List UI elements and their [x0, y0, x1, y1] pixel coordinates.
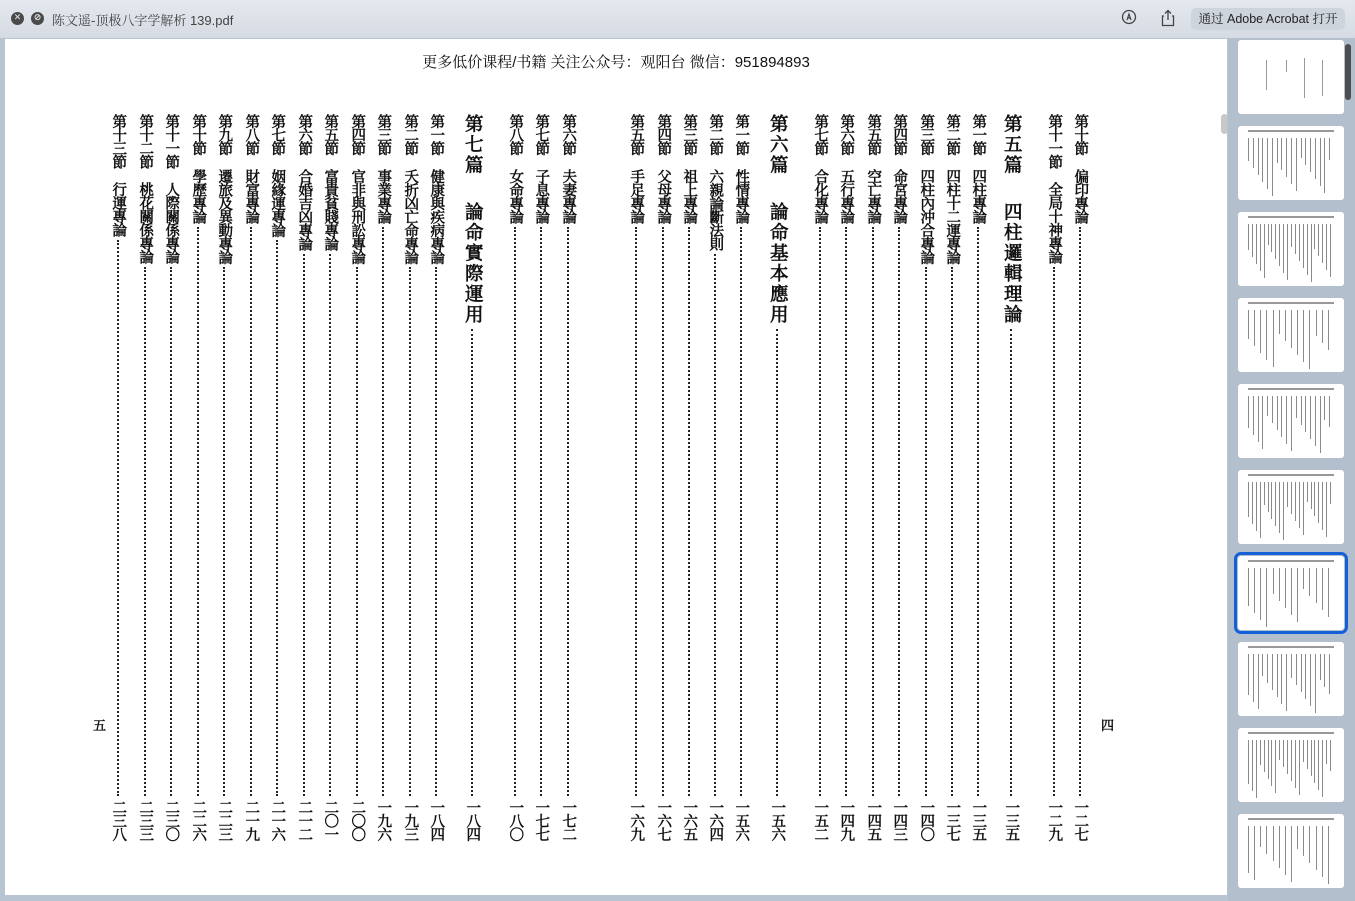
toc-section-title: 六親論斷法則 [707, 168, 725, 250]
toc-leader-dots [925, 267, 927, 796]
toc-leader-dots [144, 267, 146, 796]
page-thumbnail[interactable] [1238, 556, 1344, 630]
toc-section-title: 合婚吉凶專論 [296, 168, 314, 250]
toc-section-title: 四柱專論 [970, 168, 988, 223]
open-in-acrobat-button[interactable]: 通过 Adobe Acrobat 打开 [1191, 8, 1345, 30]
toc-page-number: 二三三 [137, 799, 155, 840]
toc-leader-dots [688, 227, 690, 796]
toc-entry [706, 114, 724, 840]
toc-page-number: 一六四 [707, 799, 725, 840]
toc-section-number: 第七篇 [462, 114, 484, 176]
right-page-number: 四 [1101, 719, 1115, 734]
toc-entry [321, 114, 339, 840]
toc-leader-dots [276, 240, 278, 796]
toc-section-title: 父母專論 [655, 168, 673, 223]
toc-page-number: 二三〇 [163, 799, 181, 840]
toc-page-number: 一七二 [560, 799, 578, 840]
toc-chapter-entry [767, 114, 787, 840]
close-icon[interactable]: ✕ [11, 12, 24, 25]
toc-section-number: 第四節 [891, 114, 909, 155]
toc-section-title: 姻緣運專論 [269, 168, 287, 236]
toc-section-number: 第一節 [733, 114, 751, 155]
toc-entry [136, 114, 154, 840]
toc-section-title: 四柱內沖合專論 [918, 168, 936, 263]
toc-leader-dots [1010, 329, 1012, 796]
toc-leader-dots [435, 267, 437, 796]
toc-section-title: 學歷專論 [190, 168, 208, 223]
toc-section-number: 第三節 [681, 114, 699, 155]
toc-leader-dots [382, 227, 384, 796]
toc-section-number: 第七節 [533, 114, 551, 155]
toc-section-number: 第七節 [812, 114, 830, 155]
toc-section-number: 第一節 [970, 114, 988, 155]
toc-leader-dots [714, 254, 716, 796]
toc-section-number: 第九節 [216, 114, 234, 155]
toc-section-number: 第六節 [838, 114, 856, 155]
toc-section-number: 第七節 [269, 114, 287, 155]
toc-section-title: 四柱邏輯理論 [1001, 201, 1023, 325]
toc-entry [917, 114, 935, 840]
toc-leader-dots [898, 227, 900, 796]
page-thumbnail[interactable] [1238, 470, 1344, 544]
toc-page-number: 一四〇 [918, 799, 936, 840]
pen-circle-icon[interactable] [1119, 9, 1139, 29]
toc-section-title: 性情專論 [733, 168, 751, 223]
toc-page-number: 一三五 [970, 799, 988, 840]
toc-section-title: 合化專論 [812, 168, 830, 223]
left-page-number: 五 [93, 719, 107, 734]
toc-entry [374, 114, 392, 840]
toc-section-title: 四柱十二運專論 [944, 168, 962, 263]
toc-page-number: 二二三 [216, 799, 234, 840]
toc-page-number: 一三七 [944, 799, 962, 840]
toc-entry [427, 114, 445, 840]
share-icon[interactable] [1158, 9, 1178, 29]
toc-page-number: 一六五 [681, 799, 699, 840]
toc-page-number: 一二七 [1072, 799, 1090, 840]
toc-section-title: 空亡專論 [865, 168, 883, 223]
toc-entry [532, 114, 550, 840]
toc-entry [680, 114, 698, 840]
toc-section-title: 手足專論 [628, 168, 646, 223]
toc-section-number: 第十二節 [137, 114, 155, 168]
toc-page-number: 一八四 [428, 799, 446, 840]
page-thumbnail[interactable] [1238, 642, 1344, 716]
page-thumbnail[interactable] [1238, 126, 1344, 200]
toc-entry [401, 114, 419, 840]
toc-entry [348, 114, 366, 840]
toc-section-number: 第十三節 [110, 114, 128, 168]
toc-entry [732, 114, 750, 840]
toc-section-title: 五行專論 [838, 168, 856, 223]
toc-section-number: 第十節 [190, 114, 208, 155]
page-thumbnail[interactable] [1238, 814, 1344, 888]
toc-leader-dots [1053, 267, 1055, 796]
toc-section-number: 第五節 [322, 114, 340, 155]
toc-section-title: 命宮專論 [891, 168, 909, 223]
toc-page-number: 二一六 [269, 799, 287, 840]
toc-section-title: 桃花關係專論 [137, 182, 155, 263]
toc-section-number: 第二節 [944, 114, 962, 155]
toc-leader-dots [872, 227, 874, 796]
page-scrollbar[interactable] [1221, 114, 1227, 134]
toc-section-title: 事業專論 [375, 168, 393, 223]
toc-entry [559, 114, 577, 840]
page-thumbnail[interactable] [1238, 298, 1344, 372]
toc-page-number: 一六九 [628, 799, 646, 840]
window-title: 陈文遥-顶极八字学解析 139.pdf [52, 13, 234, 28]
toc-section-title: 官非與刑訟專論 [349, 168, 367, 263]
toc-entry [1045, 114, 1063, 840]
toc-leader-dots [977, 227, 979, 796]
toc-page-number: 一九三 [402, 799, 420, 840]
toc-entry [189, 114, 207, 840]
toc-leader-dots [740, 227, 742, 796]
toc-page-number: 一五六 [769, 799, 787, 840]
toc-section-title: 全局十神專論 [1046, 182, 1064, 263]
toc-page-number: 一八〇 [507, 799, 525, 840]
toc-entry [1071, 114, 1089, 840]
toc-page-number: 一四三 [891, 799, 909, 840]
toc-entry [890, 114, 908, 840]
toc-leader-dots [845, 227, 847, 796]
toc-leader-dots [409, 267, 411, 796]
toc-section-number: 第二節 [707, 114, 725, 155]
toc-entry [654, 114, 672, 840]
toc-page-number: 一八四 [464, 799, 482, 840]
toc-leader-dots [223, 267, 225, 796]
toc-section-number: 第三節 [918, 114, 936, 155]
toc-page-number: 一三五 [1003, 799, 1021, 840]
toc-leader-dots [567, 227, 569, 796]
toc-section-title: 健康與疾病專論 [428, 168, 446, 263]
toc-page-number: 一七七 [533, 799, 551, 840]
thumbnail-sidebar [1228, 38, 1355, 901]
toc-section-number: 第六節 [296, 114, 314, 155]
toc-leader-dots [540, 227, 542, 796]
toc-section-title: 遷旅及異動專論 [216, 168, 234, 263]
toc-page-number: 二〇一 [322, 799, 340, 840]
toc-chapter-entry [462, 114, 482, 840]
toc-leader-dots [329, 254, 331, 796]
toc-entry [627, 114, 645, 840]
toc-page-number: 二三八 [110, 799, 128, 840]
toc-section-title: 祖上專論 [681, 168, 699, 223]
toc-leader-dots [514, 227, 516, 796]
page-thumbnail[interactable] [1238, 40, 1344, 114]
toc-page-number: 一九六 [375, 799, 393, 840]
toc-page-number: 一五二 [812, 799, 830, 840]
toc-page-number: 二〇〇 [349, 799, 367, 840]
toc-entry [969, 114, 987, 840]
toc-section-number: 第六篇 [767, 114, 789, 176]
toc-entry [162, 114, 180, 840]
toc-section-title: 富貴貧賤專論 [322, 168, 340, 250]
toc-section-number: 第五節 [628, 114, 646, 155]
sidebar-scrollbar[interactable] [1345, 44, 1351, 100]
toc-leader-dots [471, 329, 473, 796]
toc-entry [943, 114, 961, 840]
toc-page-number: 一五六 [733, 799, 751, 840]
toc-leader-dots [170, 267, 172, 796]
toc-page-number: 二一二 [296, 799, 314, 840]
toc-leader-dots [197, 227, 199, 796]
toc-entry [109, 114, 127, 840]
toc-section-number: 第四節 [349, 114, 367, 155]
toc-entry [837, 114, 855, 840]
toc-section-number: 第四節 [655, 114, 673, 155]
toc-leader-dots [250, 227, 252, 796]
toc-section-title: 子息專論 [533, 168, 551, 223]
toc-chapter-entry [1001, 114, 1021, 840]
toc-leader-dots [1079, 227, 1081, 796]
toc-leader-dots [819, 227, 821, 796]
toc-section-number: 第十一節 [1046, 114, 1064, 168]
toc-leader-dots [662, 227, 664, 796]
toc-section-number: 第八節 [243, 114, 261, 155]
toc-entry [506, 114, 524, 840]
toc-section-title: 行運專論 [110, 182, 128, 236]
toc-section-title: 人際關係專論 [163, 182, 181, 263]
toc-entry [242, 114, 260, 840]
toc-section-number: 第二節 [402, 114, 420, 155]
toc-section-number: 第八節 [507, 114, 525, 155]
toc-leader-dots [117, 240, 119, 796]
toc-entry [268, 114, 286, 840]
toc-page-number: 一四九 [838, 799, 856, 840]
toc-section-title: 女命專論 [507, 168, 525, 223]
toc-section-number: 第十節 [1072, 114, 1090, 155]
toc-leader-dots [356, 267, 358, 796]
toc-section-title: 財富專論 [243, 168, 261, 223]
toc-entry [295, 114, 313, 840]
page-thumbnail[interactable] [1238, 384, 1344, 458]
pdf-page-view[interactable] [5, 39, 1227, 895]
window-titlebar [0, 0, 1355, 38]
toc-section-title: 論命實際運用 [462, 201, 484, 325]
toc-section-number: 第五篇 [1001, 114, 1023, 176]
toc-section-number: 第一節 [428, 114, 446, 155]
toc-page-number: 一二九 [1046, 799, 1064, 840]
toc-section-title: 夫妻專論 [560, 168, 578, 223]
toc-leader-dots [635, 227, 637, 796]
toc-entry [864, 114, 882, 840]
toc-page-number: 二一九 [243, 799, 261, 840]
toc-page-number: 一六七 [655, 799, 673, 840]
toc-leader-dots [303, 254, 305, 796]
toc-section-title: 偏印專論 [1072, 168, 1090, 223]
toc-entry [811, 114, 829, 840]
toc-leader-dots [776, 329, 778, 796]
toc-page-number: 二二六 [190, 799, 208, 840]
toc-section-title: 論命基本應用 [767, 201, 789, 325]
toc-entry [215, 114, 233, 840]
page-thumbnail[interactable] [1238, 728, 1344, 802]
toc-section-number: 第六節 [560, 114, 578, 155]
page-thumbnail[interactable] [1238, 212, 1344, 286]
toc-section-number: 第五節 [865, 114, 883, 155]
toc-section-number: 第三節 [375, 114, 393, 155]
toc-leader-dots [951, 267, 953, 796]
toc-page-number: 一四五 [865, 799, 883, 840]
watermark-note: 更多低价课程/书籍 关注公众号：观阳台 微信：951894893 [422, 54, 810, 71]
toc-section-number: 第十一節 [163, 114, 181, 168]
toc-section-title: 夭折凶亡命專論 [402, 168, 420, 263]
minimize-icon[interactable]: ⊘ [31, 12, 44, 25]
